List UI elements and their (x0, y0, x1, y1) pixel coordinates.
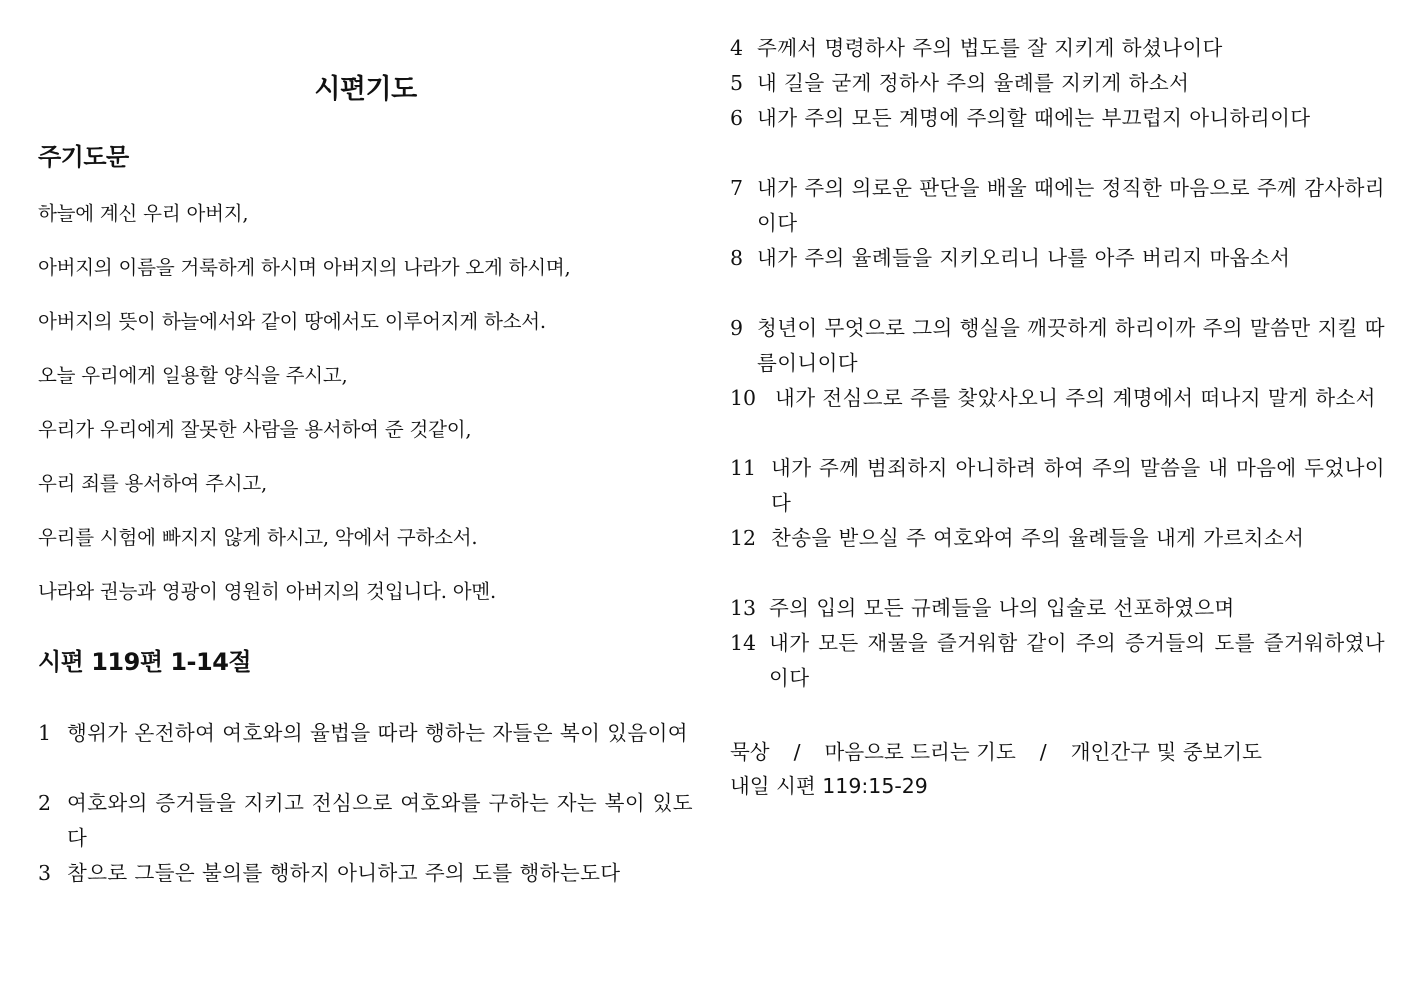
verse-number: 8 (730, 246, 744, 270)
verse (730, 101, 1385, 136)
page-title: 시편기도 (314, 74, 417, 105)
verse-number: 5 (730, 71, 744, 95)
verse-number: 9 (730, 316, 744, 340)
verse-text: 참으로 그들은 불의를 행하지 아니하고 주의 도를 행하는도다 (67, 861, 621, 885)
verse-text: 주의 입의 모든 규례들을 나의 입술로 선포하였으며 (769, 596, 1235, 620)
step-heart-prayer: 마음으로 드리는 기도 (824, 740, 1016, 764)
lords-prayer-line: 오늘 우리에게 일용할 양식을 주시고, (38, 364, 348, 387)
verse-number: 3 (38, 861, 52, 885)
verse-number: 2 (38, 791, 52, 815)
verse-text: 내가 주의 모든 계명에 주의할 때에는 부끄럽지 아니하리이다 (757, 106, 1311, 130)
step-intercession: 개인간구 및 중보기도 (1070, 740, 1262, 764)
psalm-heading: 시편 119편 1-14절 (38, 648, 252, 676)
tomorrow-reading: 내일 시편 119:15-29 (730, 774, 928, 798)
verse-text: 내가 주의 의로운 판단을 배울 때에는 정직한 마음으로 주께 감사하리이다 (757, 176, 1385, 235)
verse-text: 주께서 명령하사 주의 법도를 잘 지키게 하셨나이다 (757, 36, 1223, 60)
lords-prayer-line: 아버지의 이름을 거룩하게 하시며 아버지의 나라가 오게 하시며, (38, 256, 571, 279)
lords-prayer-heading: 주기도문 (38, 143, 129, 171)
lords-prayer-line: 우리 죄를 용서하여 주시고, (38, 472, 268, 495)
verse (730, 591, 1385, 626)
verse-number: 4 (730, 36, 744, 60)
verse-number: 7 (730, 176, 744, 200)
verse (730, 311, 1385, 381)
lords-prayer-line: 나라와 권능과 영광이 영원히 아버지의 것입니다. 아멘. (38, 580, 497, 603)
separator: / (1039, 740, 1047, 764)
verse-text: 여호와의 증거들을 지키고 전심으로 여호와를 구하는 자는 복이 있도다 (67, 791, 693, 850)
lords-prayer-line: 하늘에 계신 우리 아버지, (38, 202, 249, 225)
verse-text: 찬송을 받으실 주 여호와여 주의 율례들을 내게 가르치소서 (771, 526, 1305, 550)
verse (730, 171, 1385, 241)
verse-text: 내가 주의 율례들을 지키오리니 나를 아주 버리지 마옵소서 (757, 246, 1291, 270)
verse (730, 451, 1385, 521)
verse-number: 13 (730, 596, 757, 620)
lords-prayer-line: 우리가 우리에게 잘못한 사람을 용서하여 준 것같이, (38, 418, 472, 441)
verse-text: 내가 주께 범죄하지 아니하려 하여 주의 말씀을 내 마음에 두었나이다 (771, 456, 1385, 515)
verse-text: 내가 전심으로 주를 찾았사오니 주의 계명에서 떠나지 말게 하소서 (775, 386, 1376, 410)
verse (38, 856, 693, 891)
verse-number: 10 (730, 386, 757, 410)
verse-number: 11 (730, 456, 757, 480)
lords-prayer-line: 아버지의 뜻이 하늘에서와 같이 땅에서도 이루어지게 하소서. (38, 310, 546, 333)
verse (730, 626, 1385, 696)
verse-number: 12 (730, 526, 757, 550)
verse (730, 66, 1385, 101)
step-meditation: 묵상 (730, 740, 770, 764)
separator: / (793, 740, 801, 764)
verse-text: 행위가 온전하여 여호와의 율법을 따라 행하는 자들은 복이 있음이여 (67, 721, 689, 745)
verse-text: 청년이 무엇으로 그의 행실을 깨끗하게 하리이까 주의 말씀만 지킬 따름이니이다 (757, 316, 1385, 375)
verse (38, 716, 693, 751)
verse-text: 내가 모든 재물을 즐거워함 같이 주의 증거들의 도를 즐거워하였나이다 (769, 631, 1385, 690)
verse-text: 내 길을 굳게 정하사 주의 율례를 지키게 하소서 (757, 71, 1190, 95)
verse-number: 14 (730, 631, 757, 655)
verse (730, 31, 1385, 66)
verse (730, 521, 1385, 556)
verse (38, 786, 693, 856)
lords-prayer-line: 우리를 시험에 빠지지 않게 하시고, 악에서 구하소서. (38, 526, 478, 549)
meditation-steps (730, 735, 1262, 765)
verse-number: 1 (38, 721, 52, 745)
verse (730, 241, 1385, 276)
verse-number: 6 (730, 106, 744, 130)
verse (730, 381, 1385, 416)
